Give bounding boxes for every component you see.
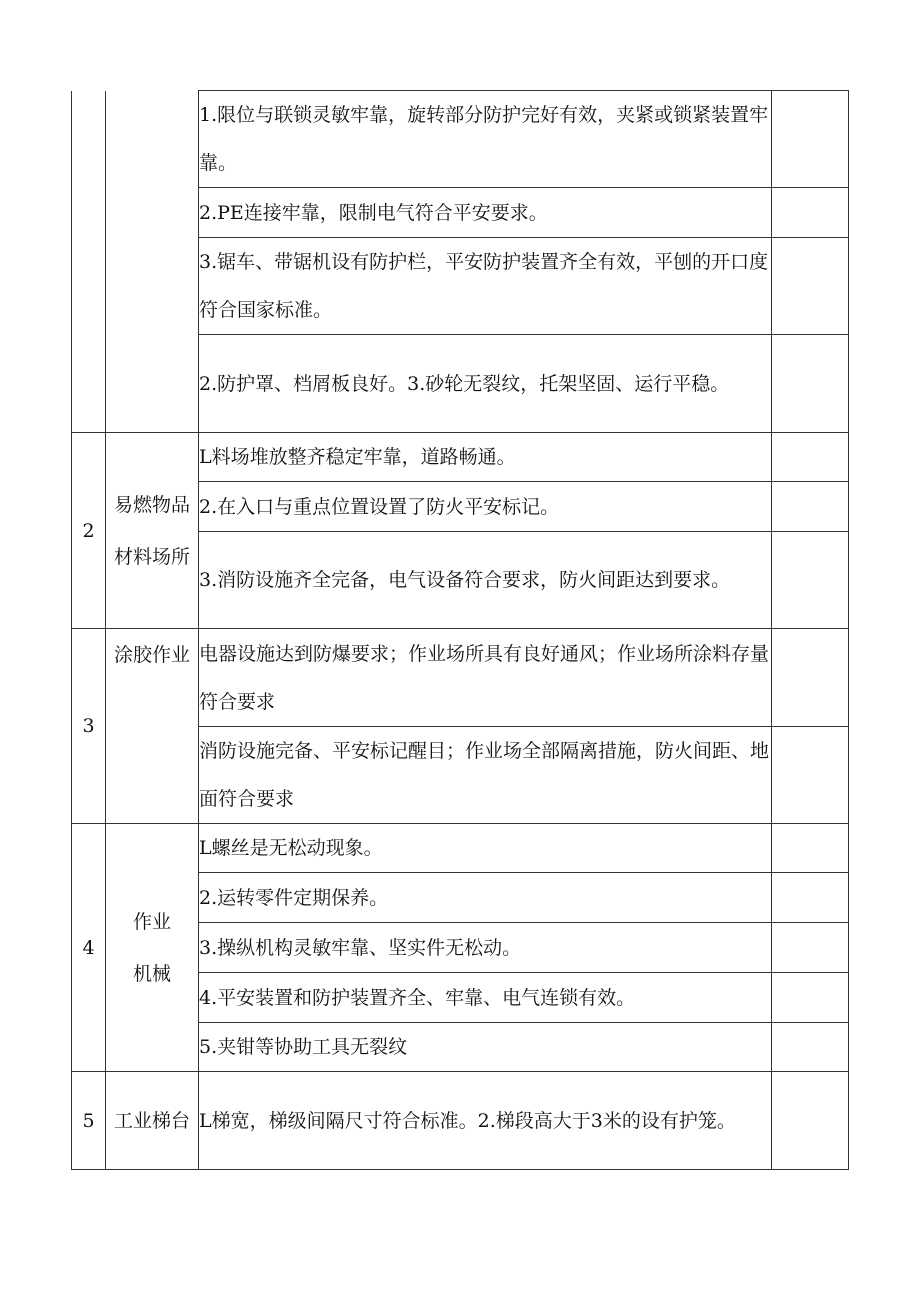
check-item: 2.PE连接牢靠，限制电气符合平安要求。 xyxy=(199,188,772,238)
result-cell[interactable] xyxy=(772,188,849,238)
group-number-cell: 2 xyxy=(72,433,106,629)
group-category-cell: 易燃物品材料场所 xyxy=(106,433,199,629)
check-item: 3.锯车、带锯机设有防护栏，平安防护装置齐全有效，平刨的开口度符合国家标准。 xyxy=(199,238,772,335)
table-row xyxy=(72,91,849,188)
safety-check-table xyxy=(71,90,849,1170)
check-item: 3.消防设施齐全完备，电气设备符合要求，防火间距达到要求。 xyxy=(199,532,772,629)
group-category-cell: 工业梯台 xyxy=(106,1072,199,1170)
check-item: 2.运转零件定期保养。 xyxy=(199,873,772,923)
check-item: L螺丝是无松动现象。 xyxy=(199,824,772,873)
table-row xyxy=(72,824,849,873)
check-item: 1.限位与联锁灵敏牢靠，旋转部分防护完好有效，夹紧或锁紧装置牢靠。 xyxy=(199,91,772,188)
result-cell[interactable] xyxy=(772,727,849,824)
check-item: L梯宽，梯级间隔尺寸符合标准。2.梯段高大于3米的设有护笼。 xyxy=(199,1072,772,1170)
result-cell[interactable] xyxy=(772,335,849,433)
check-item: 2.在入口与重点位置设置了防火平安标记。 xyxy=(199,482,772,532)
check-item: 4.平安装置和防护装置齐全、牢靠、电气连锁有效。 xyxy=(199,973,772,1023)
result-cell[interactable] xyxy=(772,1072,849,1170)
group-category-cell: 作业机械 xyxy=(106,824,199,1072)
group-category-cell: 涂胶作业 xyxy=(106,629,199,824)
result-cell[interactable] xyxy=(772,923,849,973)
group-number-cell xyxy=(72,91,106,433)
result-cell[interactable] xyxy=(772,238,849,335)
table-row xyxy=(72,433,849,482)
result-cell[interactable] xyxy=(772,1023,849,1072)
result-cell[interactable] xyxy=(772,482,849,532)
result-cell[interactable] xyxy=(772,532,849,629)
check-item: 5.夹钳等协助工具无裂纹 xyxy=(199,1023,772,1072)
result-cell[interactable] xyxy=(772,433,849,482)
group-number-cell: 5 xyxy=(72,1072,106,1170)
result-cell[interactable] xyxy=(772,629,849,727)
check-item: 消防设施完备、平安标记醒目；作业场全部隔离措施，防火间距、地面符合要求 xyxy=(199,727,772,824)
group-number-cell: 3 xyxy=(72,629,106,824)
table-row xyxy=(72,629,849,727)
result-cell[interactable] xyxy=(772,973,849,1023)
check-item: L料场堆放整齐稳定牢靠，道路畅通。 xyxy=(199,433,772,482)
group-number-cell: 4 xyxy=(72,824,106,1072)
check-item: 3.操纵机构灵敏牢靠、坚实件无松动。 xyxy=(199,923,772,973)
check-item: 电器设施达到防爆要求；作业场所具有良好通风；作业场所涂料存量符合要求 xyxy=(199,629,772,727)
table-row xyxy=(72,1072,849,1170)
group-category-cell xyxy=(106,91,199,433)
result-cell[interactable] xyxy=(772,873,849,923)
result-cell[interactable] xyxy=(772,91,849,188)
check-item: 2.防护罩、档屑板良好。3.砂轮无裂纹，托架坚固、运行平稳。 xyxy=(199,335,772,433)
result-cell[interactable] xyxy=(772,824,849,873)
